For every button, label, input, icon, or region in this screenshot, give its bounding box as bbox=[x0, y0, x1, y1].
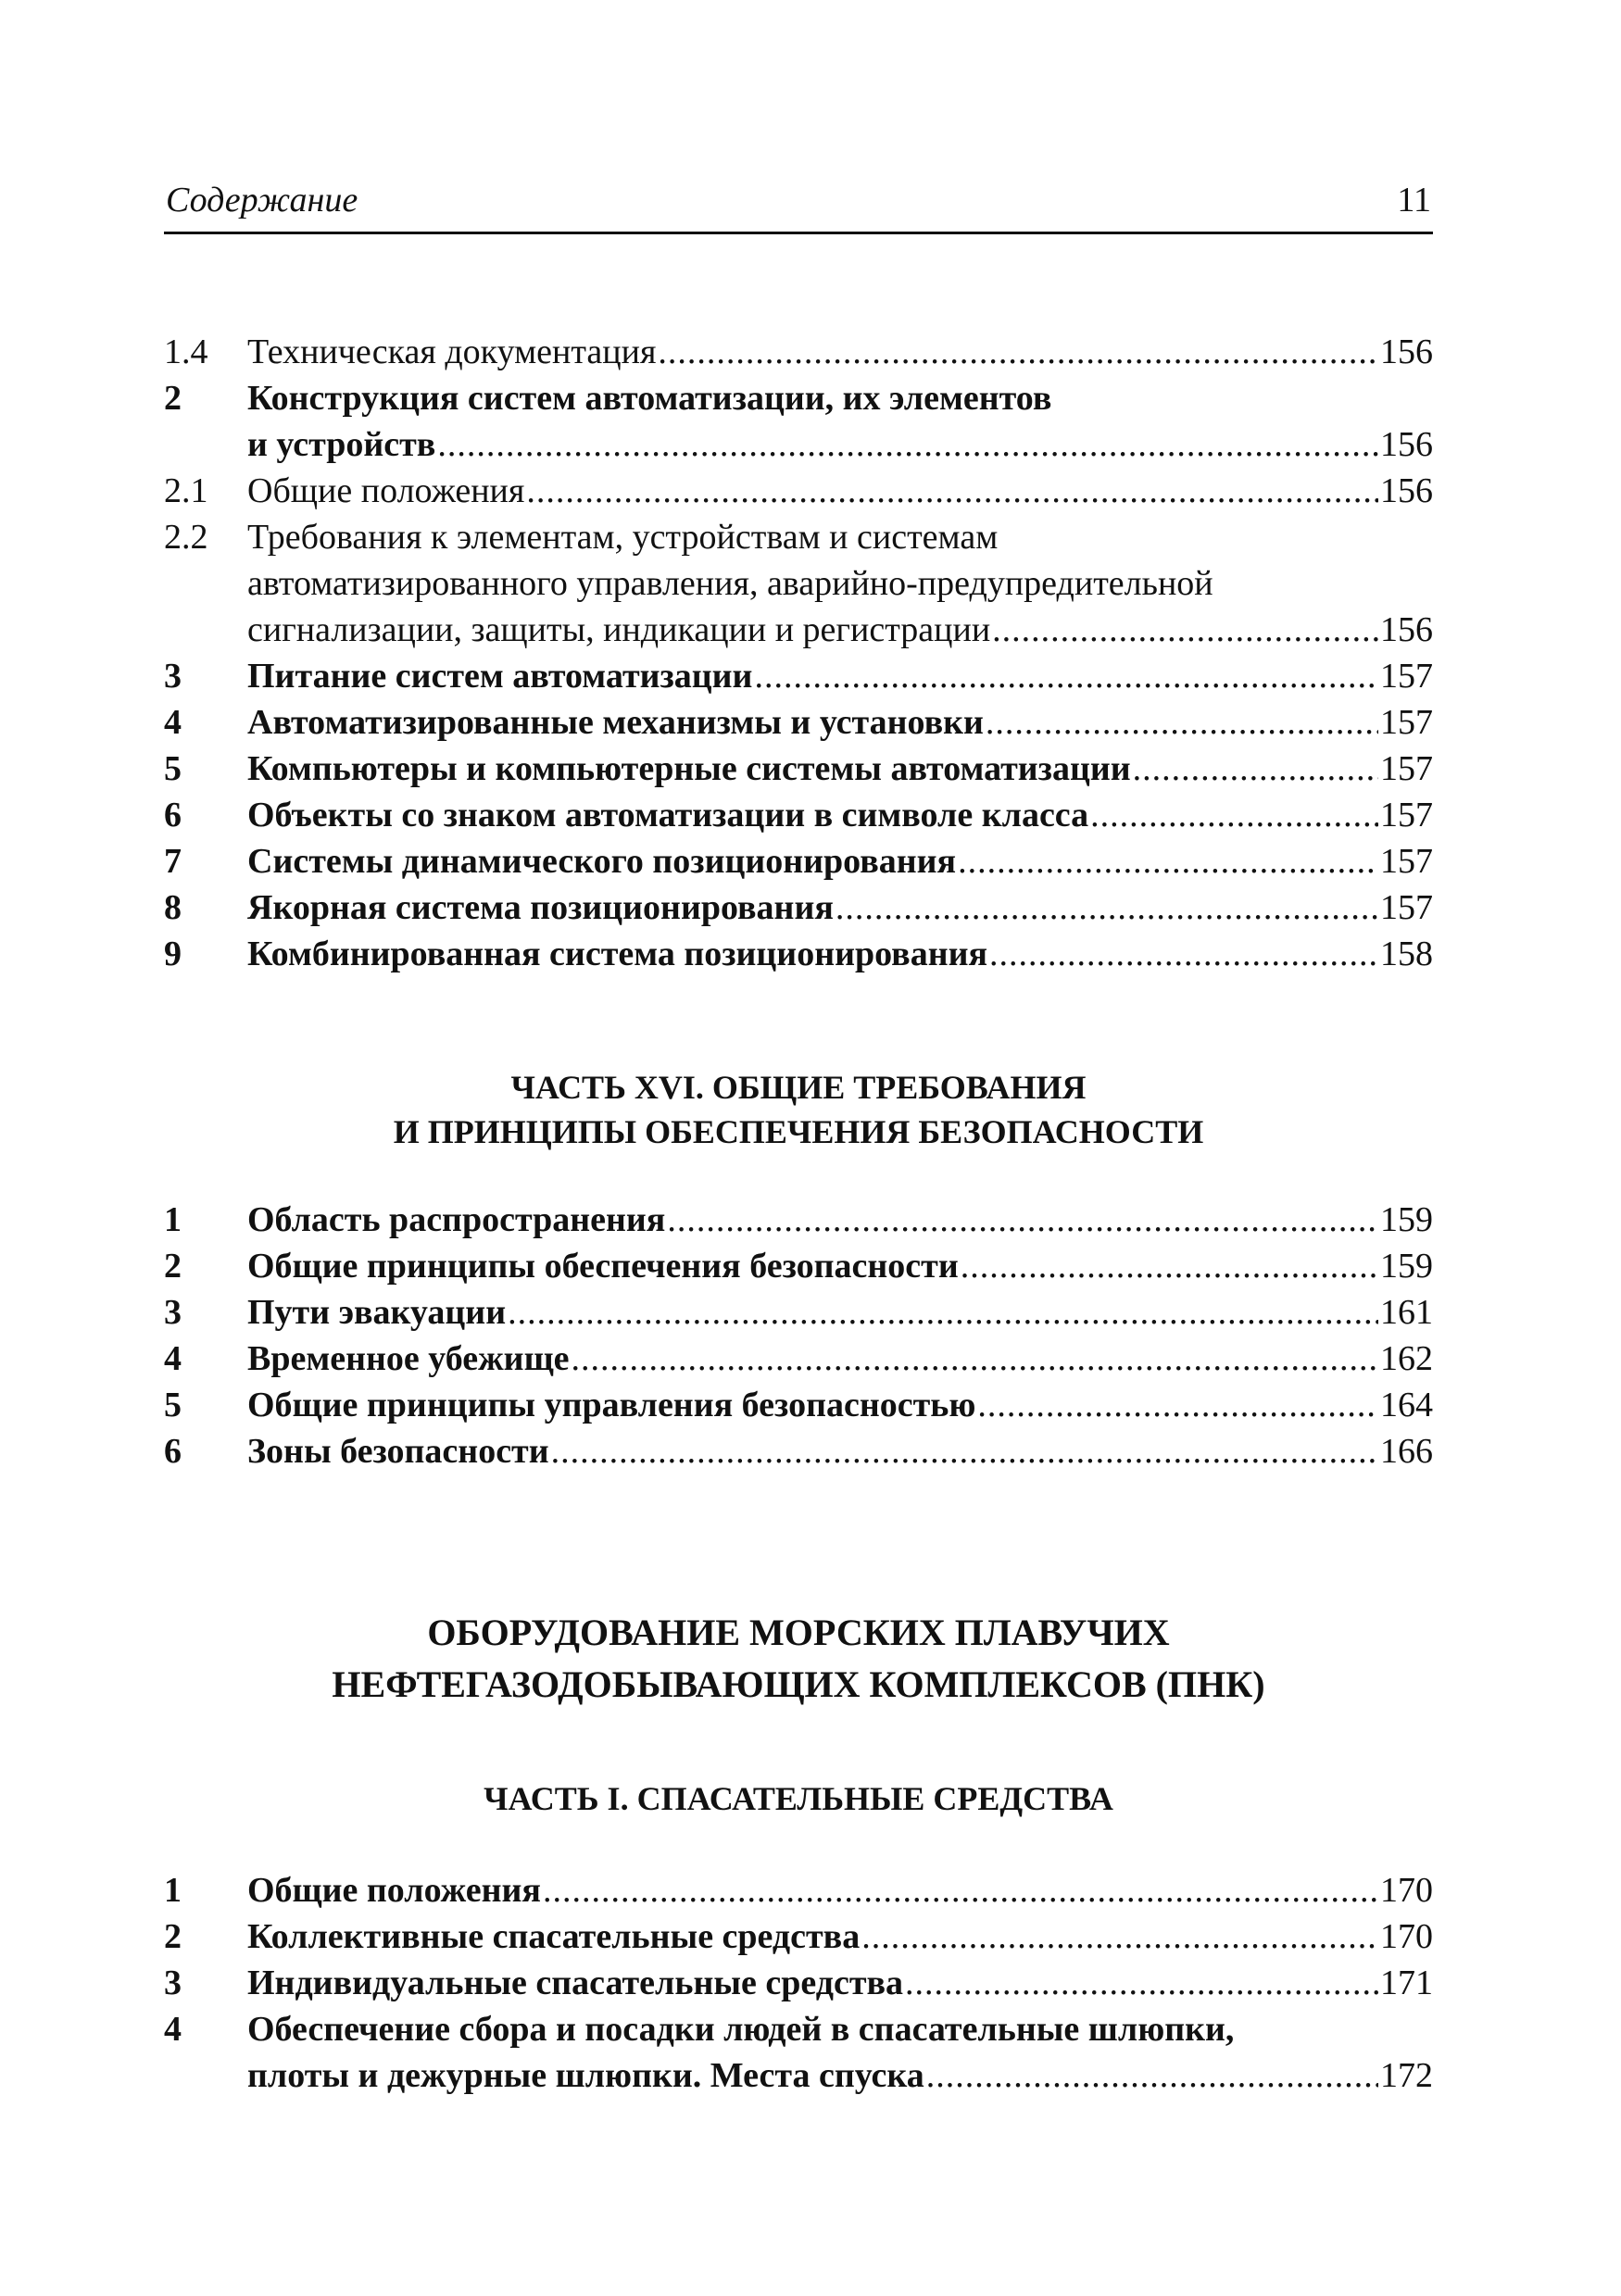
toc-entry bbox=[164, 838, 1433, 885]
toc-entry-page: 171 bbox=[1380, 1964, 1433, 2002]
dot-leader bbox=[754, 653, 1378, 699]
toc-entry bbox=[164, 514, 1433, 653]
toc-entry bbox=[164, 375, 1433, 468]
toc-entry-number: 4 bbox=[164, 2010, 182, 2049]
toc-entry-title: Техническая документация bbox=[247, 332, 657, 371]
dot-leader bbox=[658, 329, 1378, 375]
part-1-heading bbox=[164, 1776, 1433, 1821]
toc-entry-number: 2.1 bbox=[164, 471, 208, 510]
toc-entry-number: 4 bbox=[164, 703, 182, 742]
dot-leader bbox=[977, 1382, 1378, 1428]
toc-entry-title: Конструкция систем автоматизации, их элементов bbox=[247, 379, 1052, 418]
toc-entry-page: 157 bbox=[1380, 703, 1433, 742]
toc-entry-title: Общие положения bbox=[247, 1871, 541, 1910]
toc-entry-number: 2.2 bbox=[164, 518, 208, 557]
toc-entry-title: Требования к элементам, устройствам и системам bbox=[247, 518, 999, 557]
toc-entry-number: 1 bbox=[164, 1200, 182, 1239]
toc-entry-number: 9 bbox=[164, 935, 182, 973]
dot-leader bbox=[989, 931, 1378, 977]
toc-entry-page: 164 bbox=[1380, 1386, 1433, 1424]
toc-entry-number: 5 bbox=[164, 1386, 182, 1424]
toc-entry-title: Пути эвакуации bbox=[247, 1293, 507, 1332]
toc-entry bbox=[164, 885, 1433, 931]
toc-entry bbox=[164, 1243, 1433, 1289]
toc-entry-title: Индивидуальные спасательные средства bbox=[247, 1964, 904, 2002]
toc-entry-page: 157 bbox=[1380, 749, 1433, 788]
toc-entry bbox=[164, 699, 1433, 746]
toc-entry-title: Обеспечение сбора и посадки людей в спасательные шлюпки, bbox=[247, 2010, 1235, 2049]
toc-entry-title: плоты и дежурные шлюпки. Места спуска bbox=[247, 2056, 924, 2095]
toc-entry bbox=[164, 746, 1433, 792]
toc-entry-title: Автоматизированные механизмы и установки bbox=[247, 703, 984, 742]
toc-entry-number: 6 bbox=[164, 796, 182, 834]
part-16-heading bbox=[164, 1065, 1433, 1154]
toc-entry-number: 5 bbox=[164, 749, 182, 788]
dot-leader bbox=[992, 607, 1378, 653]
toc-entry-page: 170 bbox=[1380, 1871, 1433, 1910]
toc-entry-title: Комбинированная система позиционирования bbox=[247, 935, 988, 973]
toc-entry-number: 7 bbox=[164, 842, 182, 881]
toc-entry bbox=[164, 1913, 1433, 1960]
dot-leader bbox=[508, 1289, 1378, 1336]
toc-entry-title: Общие принципы обеспечения безопасности bbox=[247, 1247, 959, 1286]
toc-entry bbox=[164, 1428, 1433, 1474]
equipment-heading-line2: НЕФТЕГАЗОДОБЫВАЮЩИХ КОМПЛЕКСОВ (ПНК) bbox=[332, 1663, 1265, 1705]
toc-entry-page: 161 bbox=[1380, 1293, 1433, 1332]
toc-entry-title: сигнализации, защиты, индикации и регистрации bbox=[247, 610, 991, 649]
toc-entry-page: 159 bbox=[1380, 1200, 1433, 1239]
toc-entry bbox=[164, 931, 1433, 977]
toc-entry-number: 4 bbox=[164, 1339, 182, 1378]
toc-entry-number: 6 bbox=[164, 1432, 182, 1471]
running-title: Содержание bbox=[166, 181, 358, 220]
toc-entry-page: 162 bbox=[1380, 1339, 1433, 1378]
dot-leader bbox=[861, 1913, 1378, 1960]
toc-entry-title: Область распространения bbox=[247, 1200, 666, 1239]
dot-leader bbox=[572, 1336, 1378, 1382]
dot-leader bbox=[905, 1960, 1378, 2006]
toc-entry bbox=[164, 1289, 1433, 1336]
toc-entry-title: Объекты со знаком автоматизации в символе класса bbox=[247, 796, 1089, 834]
dot-leader bbox=[836, 885, 1378, 931]
toc-block-automation bbox=[164, 329, 1433, 977]
toc-block-lifesaving bbox=[164, 1867, 1433, 2099]
toc-entry-page: 157 bbox=[1380, 796, 1433, 834]
toc-entry-title: Системы динамического позиционирования bbox=[247, 842, 957, 881]
toc-entry-page: 157 bbox=[1380, 888, 1433, 927]
part-16-heading-line1: ЧАСТЬ XVI. ОБЩИЕ ТРЕБОВАНИЯ bbox=[510, 1069, 1087, 1106]
dot-leader bbox=[1090, 792, 1378, 838]
toc-entry-page: 158 bbox=[1380, 935, 1433, 973]
toc-entry-title: и устройств bbox=[247, 425, 436, 464]
toc-entry-number: 2 bbox=[164, 379, 182, 418]
toc-entry bbox=[164, 1867, 1433, 1913]
dot-leader bbox=[543, 1867, 1378, 1913]
page-header bbox=[164, 176, 1433, 234]
toc-entry-title: Якорная система позиционирования bbox=[247, 888, 834, 927]
toc-entry-number: 2 bbox=[164, 1247, 182, 1286]
toc-entry bbox=[164, 1197, 1433, 1243]
dot-leader bbox=[526, 468, 1378, 514]
toc-entry-number: 1.4 bbox=[164, 332, 208, 371]
toc-entry-title: Питание систем автоматизации bbox=[247, 657, 753, 696]
dot-leader bbox=[986, 699, 1378, 746]
toc-entry-page: 157 bbox=[1380, 842, 1433, 881]
toc-entry-title: Зоны безопасности bbox=[247, 1432, 549, 1471]
dot-leader bbox=[551, 1428, 1378, 1474]
toc-entry-page: 166 bbox=[1380, 1432, 1433, 1471]
toc-entry-page: 156 bbox=[1380, 332, 1433, 371]
dot-leader bbox=[667, 1197, 1378, 1243]
dot-leader bbox=[437, 421, 1378, 468]
toc-entry-number: 3 bbox=[164, 1293, 182, 1332]
toc-block-safety bbox=[164, 1197, 1433, 1474]
page-number: 11 bbox=[1397, 181, 1431, 220]
toc-entry-number: 8 bbox=[164, 888, 182, 927]
toc-entry-number: 3 bbox=[164, 1964, 182, 2002]
toc-entry-title: Компьютеры и компьютерные системы автоматизации bbox=[247, 749, 1131, 788]
toc-entry-title: Общие принципы управления безопасностью bbox=[247, 1386, 976, 1424]
toc-entry-page: 156 bbox=[1380, 471, 1433, 510]
toc-entry-title: Временное убежище bbox=[247, 1339, 570, 1378]
part-16-heading-line2: И ПРИНЦИПЫ ОБЕСПЕЧЕНИЯ БЕЗОПАСНОСТИ bbox=[393, 1113, 1204, 1150]
toc-entry-page: 157 bbox=[1380, 657, 1433, 696]
dot-leader bbox=[961, 1243, 1378, 1289]
toc-entry-number: 2 bbox=[164, 1917, 182, 1956]
toc-entry-page: 172 bbox=[1380, 2056, 1433, 2095]
toc-entry-title: Общие положения bbox=[247, 471, 525, 510]
toc-entry-page: 156 bbox=[1380, 610, 1433, 649]
dot-leader bbox=[1133, 746, 1378, 792]
toc-entry-title: Коллективные спасательные средства bbox=[247, 1917, 861, 1956]
toc-entry-number: 1 bbox=[164, 1871, 182, 1910]
toc-entry bbox=[164, 653, 1433, 699]
dot-leader bbox=[958, 838, 1378, 885]
part-1-heading-line1: ЧАСТЬ I. СПАСАТЕЛЬНЫЕ СРЕДСТВА bbox=[484, 1780, 1113, 1817]
toc-entry bbox=[164, 468, 1433, 514]
toc-entry bbox=[164, 1960, 1433, 2006]
toc-entry-page: 156 bbox=[1380, 425, 1433, 464]
equipment-heading bbox=[164, 1607, 1433, 1711]
toc-entry bbox=[164, 2006, 1433, 2099]
toc-entry bbox=[164, 1382, 1433, 1428]
toc-entry-number: 3 bbox=[164, 657, 182, 696]
toc-entry bbox=[164, 1336, 1433, 1382]
toc-entry-page: 170 bbox=[1380, 1917, 1433, 1956]
toc-entry bbox=[164, 792, 1433, 838]
toc-entry bbox=[164, 329, 1433, 375]
toc-entry-page: 159 bbox=[1380, 1247, 1433, 1286]
toc-entry-title: автоматизированного управления, аварийно-предупредительной bbox=[247, 564, 1213, 603]
dot-leader bbox=[926, 2052, 1378, 2099]
equipment-heading-line1: ОБОРУДОВАНИЕ МОРСКИХ ПЛАВУЧИХ bbox=[427, 1612, 1170, 1653]
